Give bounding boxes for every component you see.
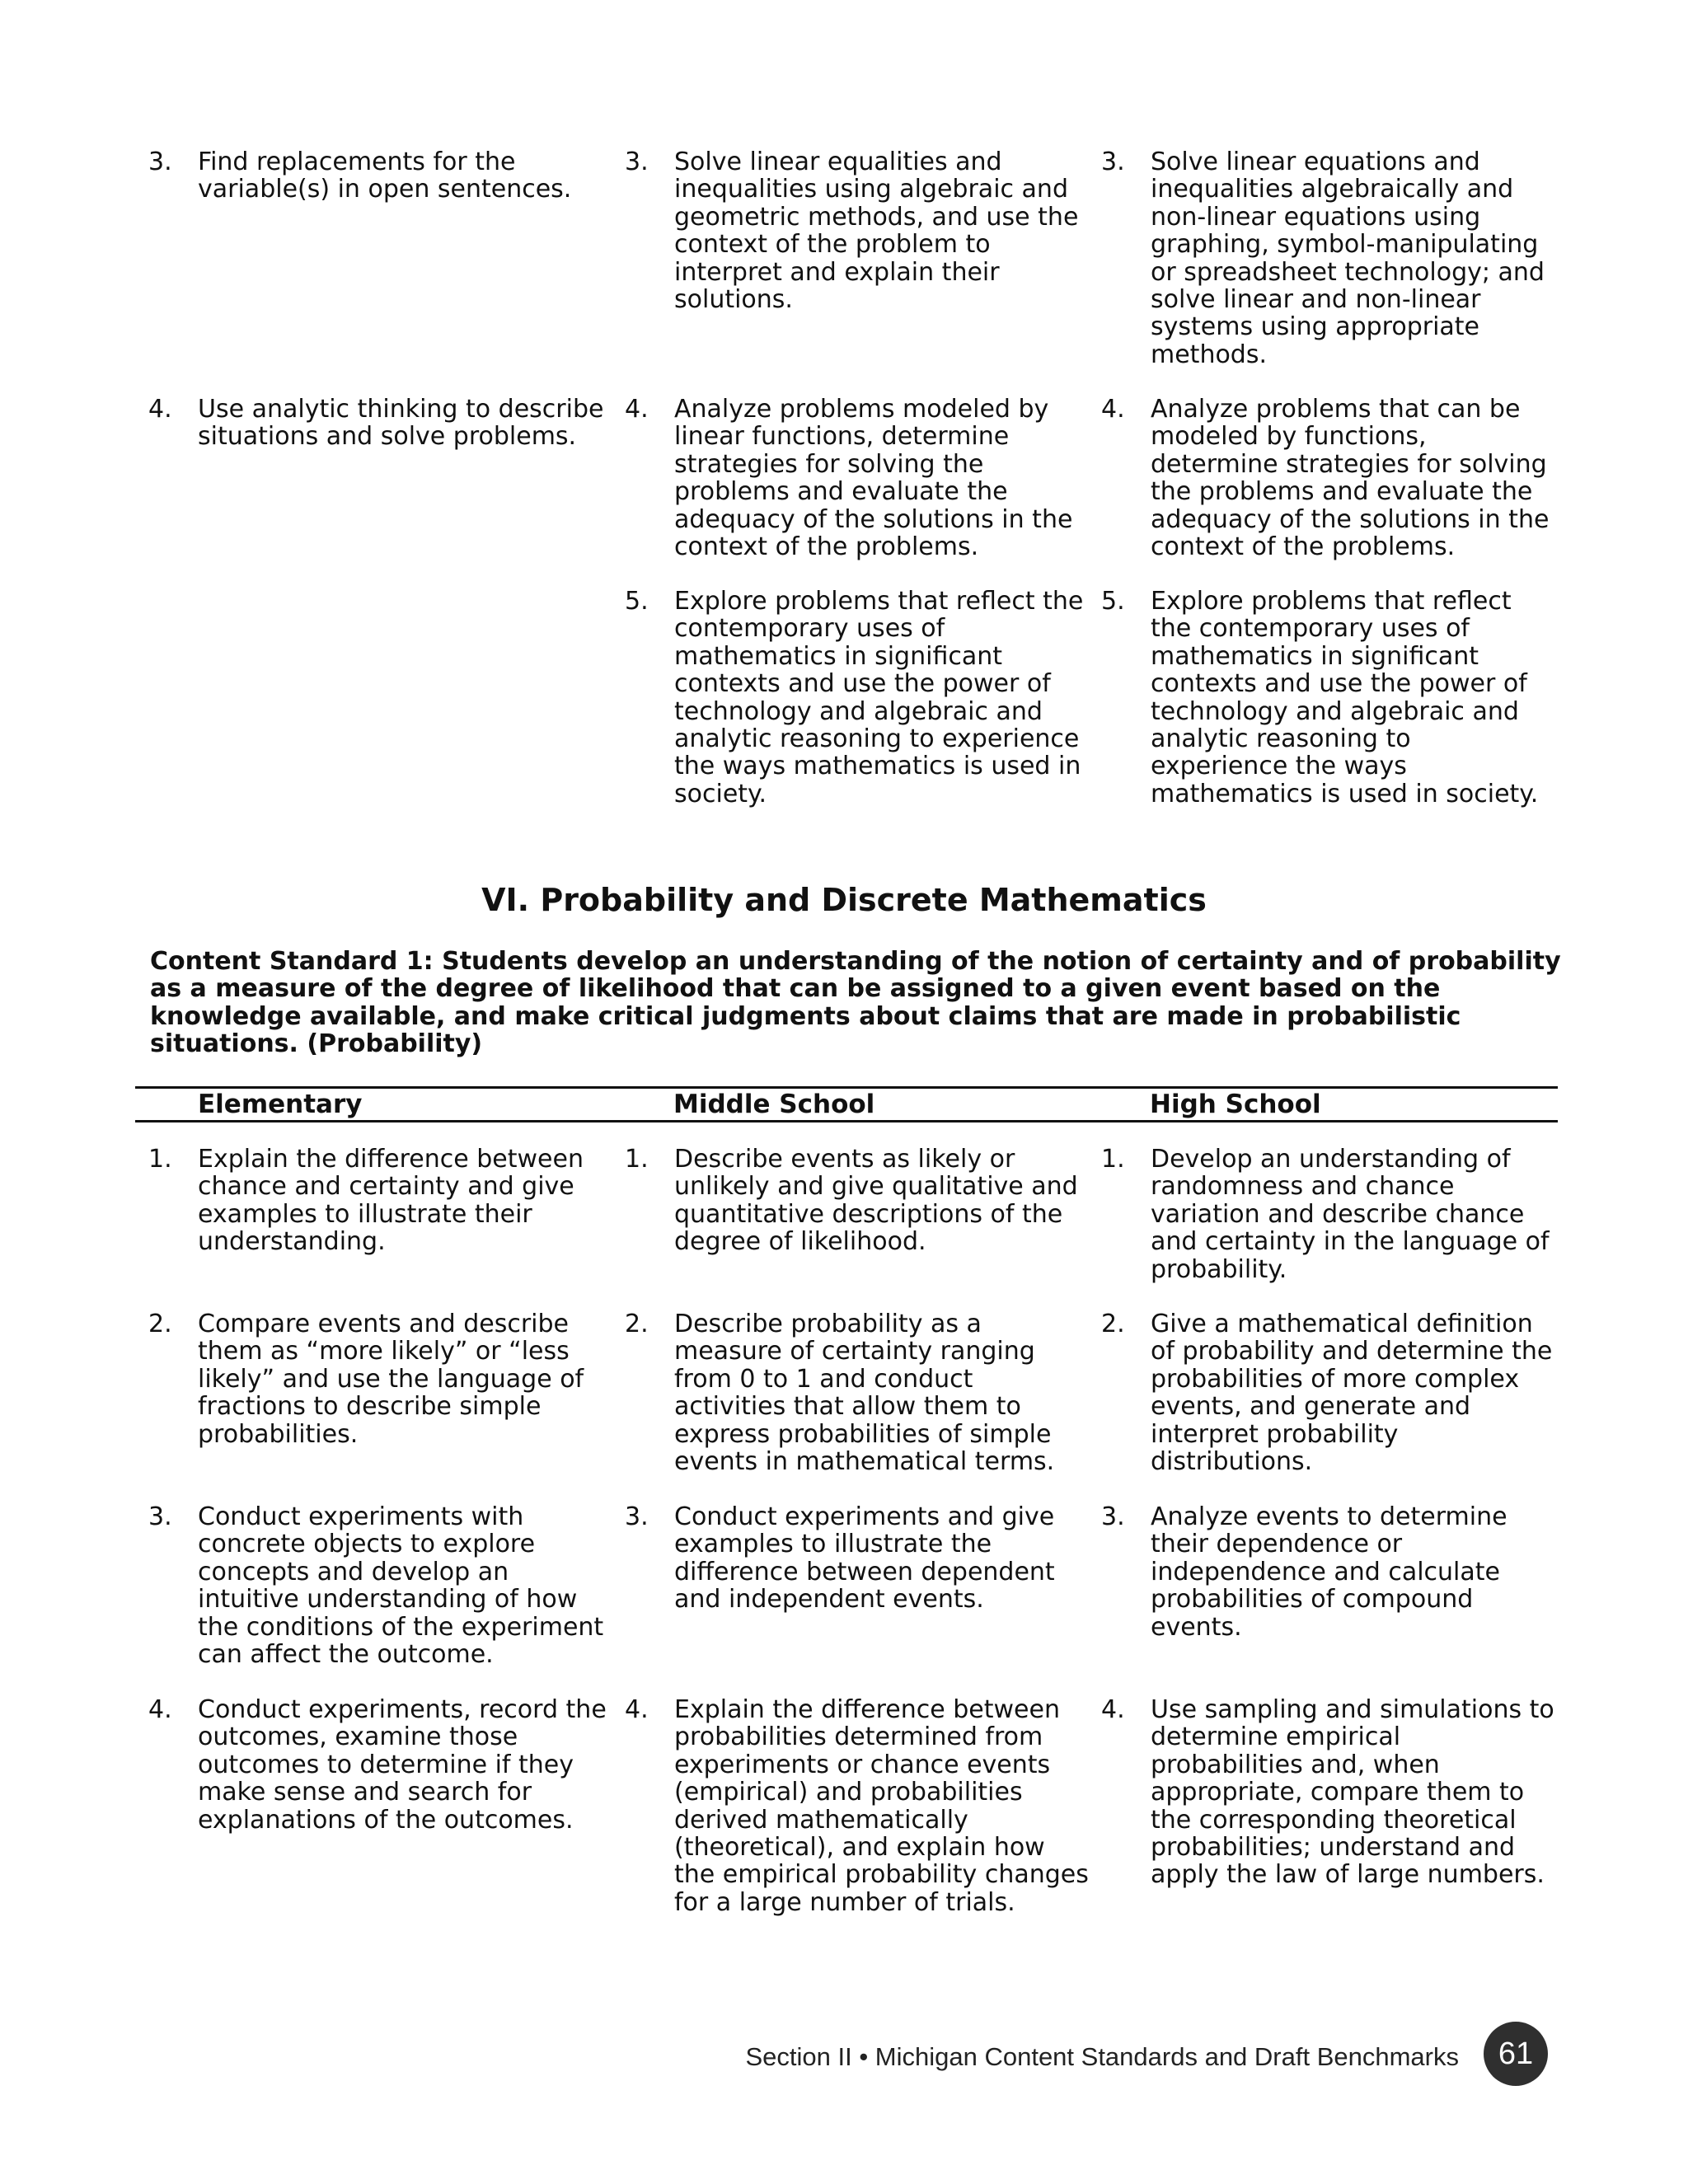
item-text: Explain the difference between probabilities determined from experiments or chance events (empirical) and probabilities derived mathematically (theoretical), and explain how the empirical probability changes for a large number of trials. (674, 1695, 1089, 1917)
item-number: 4. (625, 395, 649, 424)
prob-row3-middle (625, 1503, 1101, 1696)
item-text: Explain the difference between chance and certainty and give examples to illustrate their understanding. (198, 1145, 584, 1257)
item-text: Analyze events to determine their dependence or independence and calculate probabilities of compound events. (1151, 1502, 1507, 1642)
header-elementary: Elementary (198, 1090, 363, 1119)
top-row2-high (1101, 396, 1566, 588)
top-row3-high (1101, 588, 1566, 818)
item-number: 3. (1101, 148, 1125, 176)
item-number: 4. (1101, 395, 1125, 424)
item-number: 4. (148, 1695, 172, 1724)
item-number: 3. (148, 1502, 172, 1531)
item-number: 1. (625, 1145, 649, 1174)
prob-row3-elementary (148, 1503, 625, 1696)
item-number: 3. (625, 148, 649, 176)
top-row2-elementary (148, 396, 625, 588)
item-text: Explore problems that reflect the contemporary uses of mathematics in significant contexts and use the power of technology and algebraic and analytic reasoning to experience the ways mathematics is used in society. (674, 587, 1084, 808)
column-header-bar (135, 1086, 1558, 1122)
item-number: 2. (148, 1310, 172, 1338)
item-text: Explore problems that reflect the contemporary uses of mathematics in significant contexts and use the power of technology and algebraic and analytic reasoning to experience the ways mathematics is used in society. (1151, 587, 1539, 808)
prob-row4-elementary (148, 1696, 625, 1952)
item-number: 1. (1101, 1145, 1125, 1174)
prob-row1-high (1101, 1146, 1566, 1310)
item-text: Describe probability as a measure of certainty ranging from 0 to 1 and conduct activities that allow them to express probabilities of simple events in mathematical terms. (674, 1310, 1055, 1477)
item-text: Use sampling and simulations to determine empirical probabilities and, when appropriate, compare them to the corresponding theoretical probabilities; understand and apply the law of large numbers. (1151, 1695, 1554, 1890)
probability-benchmarks-grid (148, 1146, 1566, 1952)
item-number: 5. (1101, 587, 1125, 616)
item-text: Give a mathematical definition of probability and determine the probabilities of more complex events, and generate and interpret probability distributions. (1151, 1310, 1553, 1477)
prob-row2-high (1101, 1310, 1566, 1503)
header-middle-school: Middle School (673, 1090, 875, 1119)
item-number: 4. (148, 395, 172, 424)
item-text: Analyze problems modeled by linear functions, determine strategies for solving the problems and evaluate the adequacy of the solutions in the context of the problems. (674, 395, 1073, 562)
item-text (198, 588, 625, 818)
item-number: 2. (625, 1310, 649, 1338)
item-text: Describe events as likely or unlikely and give qualitative and quantitative descriptions of the degree of likelihood. (674, 1145, 1078, 1257)
item-text: Conduct experiments and give examples to illustrate the difference between dependent and independent events. (674, 1502, 1055, 1615)
prob-row4-high (1101, 1696, 1566, 1952)
content-standard: Content Standard 1: Students develop an understanding of the notion of certainty and of probability as a measure of the degree of likelihood that can be assigned to a given event based on the knowledge available, and make critical judgments about claims that are made in probabilistic situations. (Probability) (150, 947, 1561, 1059)
top-benchmarks-grid (148, 148, 1566, 818)
page-number-badge: 61 (1484, 2022, 1548, 2086)
item-text: Solve linear equations and inequalities algebraically and non-linear equations using graphing, symbol-manipulating or spreadsheet technology; and solve linear and non-linear systems using appropriate methods. (1151, 148, 1545, 369)
item-number: 4. (1101, 1695, 1125, 1724)
top-row1-high (1101, 148, 1566, 396)
top-row1-middle (625, 148, 1101, 396)
top-row3-middle (625, 588, 1101, 818)
item-text: Solve linear equalities and inequalities using algebraic and geometric methods, and use the context of the problem to interpret and explain their solutions. (674, 148, 1079, 315)
prob-row4-middle (625, 1696, 1101, 1952)
prob-row1-elementary (148, 1146, 625, 1310)
top-row3-elementary (148, 588, 625, 818)
item-text: Compare events and describe them as “more likely” or “less likely” and use the language of fractions to describe simple probabilities. (198, 1310, 584, 1449)
item-number: 3. (1101, 1502, 1125, 1531)
item-number: 3. (625, 1502, 649, 1531)
item-text: Use analytic thinking to describe situations and solve problems. (198, 395, 604, 452)
header-high-school: High School (1150, 1090, 1321, 1119)
prob-row2-elementary (148, 1310, 625, 1503)
item-number: 2. (1101, 1310, 1125, 1338)
item-number: 3. (148, 148, 172, 176)
top-row1-elementary (148, 148, 625, 396)
item-text: Find replacements for the variable(s) in open sentences. (198, 148, 572, 204)
item-number: 5. (625, 587, 649, 616)
top-row2-middle (625, 396, 1101, 588)
prob-row2-middle (625, 1310, 1101, 1503)
item-number: 4. (625, 1695, 649, 1724)
item-text: Analyze problems that can be modeled by functions, determine strategies for solving the problems and evaluate the adequacy of the solutions in the context of the problems. (1151, 395, 1550, 562)
item-text: Conduct experiments with concrete objects to explore concepts and develop an intuitive understanding of how the conditions of the experiment can affect the outcome. (198, 1502, 604, 1670)
item-number: 1. (148, 1145, 172, 1174)
section-title: VI. Probability and Discrete Mathematics (481, 882, 1207, 918)
prob-row3-high (1101, 1503, 1566, 1696)
item-text: Develop an understanding of randomness and chance variation and describe chance and certainty in the language of probability. (1151, 1145, 1550, 1284)
page-footer: Section II • Michigan Content Standards and Draft Benchmarks (745, 2042, 1459, 2071)
item-number (148, 588, 198, 818)
prob-row1-middle (625, 1146, 1101, 1310)
item-text: Conduct experiments, record the outcomes, examine those outcomes to determine if they make sense and search for explanations of the outcomes. (198, 1695, 607, 1835)
